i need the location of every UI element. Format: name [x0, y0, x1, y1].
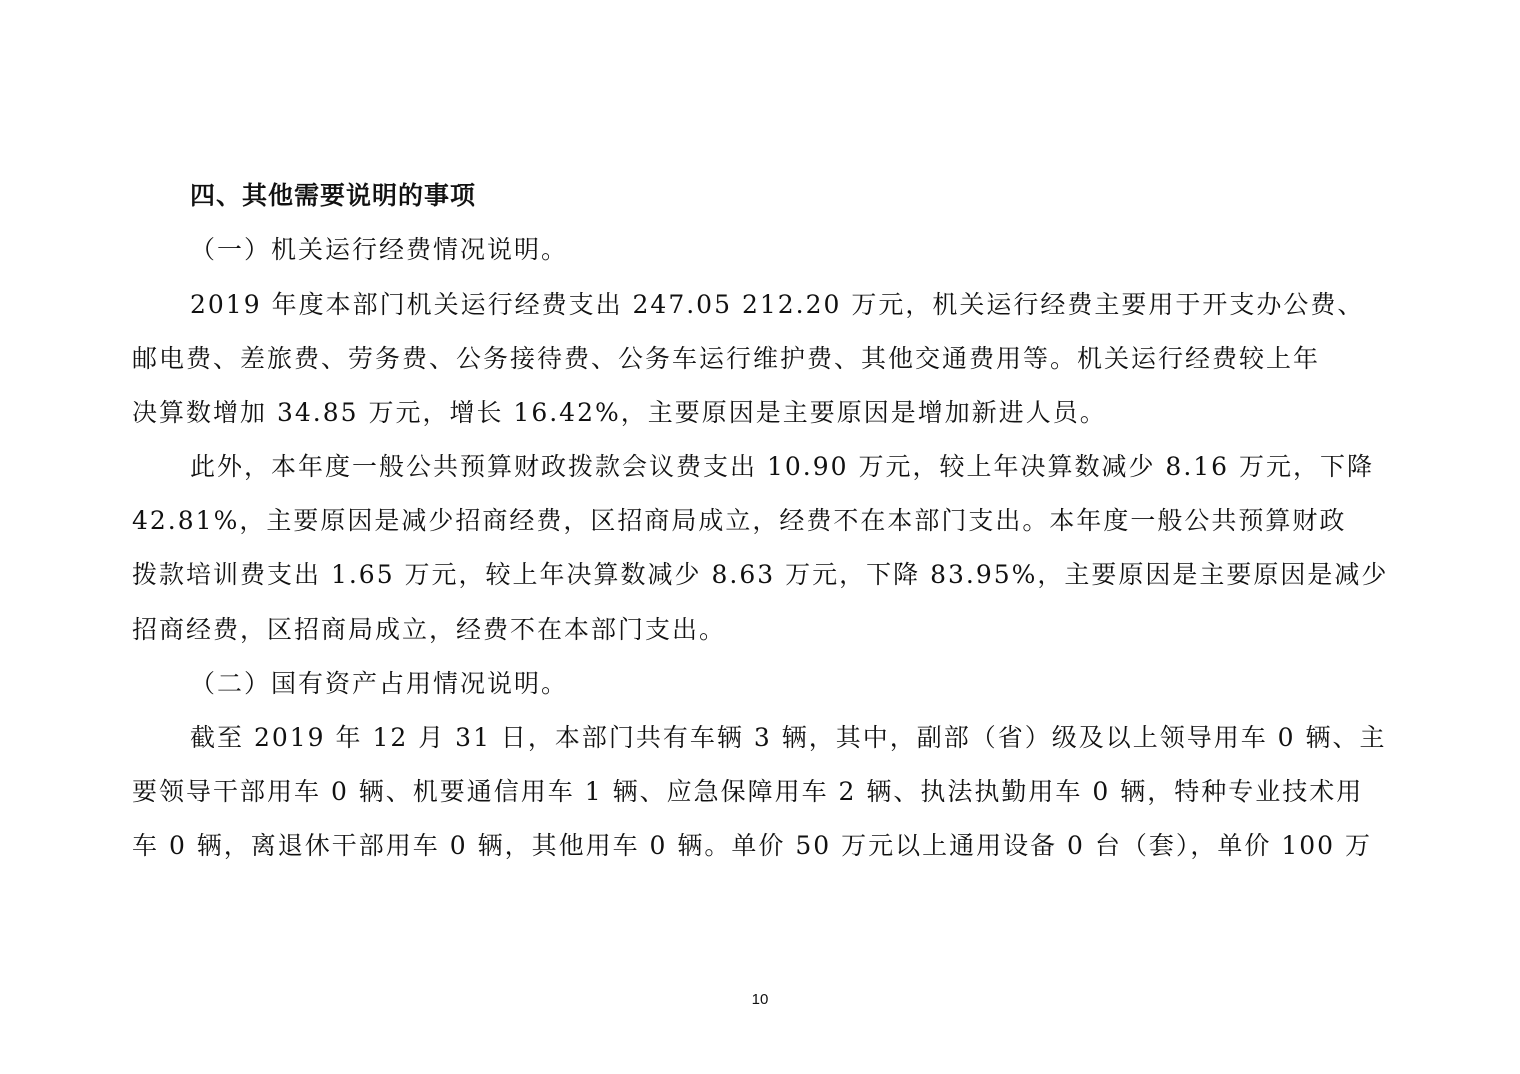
paragraph-line: 邮电费、差旅费、劳务费、公务接待费、公务车运行维护费、其他交通费用等。机关运行经费较上年 — [132, 344, 1321, 373]
paragraph-line: 2019 年度本部门机关运行经费支出 247.05 212.20 万元，机关运行经费主要用于开支办公费、 — [190, 290, 1365, 319]
section-heading: 四、其他需要说明的事项 — [190, 181, 477, 210]
subheading-operating-expenses: （一）机关运行经费情况说明。 — [190, 235, 569, 264]
paragraph-line: 此外，本年度一般公共预算财政拨款会议费支出 10.90 万元，较上年决算数减少 8.16 万元，下降 — [190, 452, 1375, 481]
paragraph-line: 拨款培训费支出 1.65 万元，较上年决算数减少 8.63 万元，下降 83.95%，主要原因是主要原因是减少 — [132, 560, 1389, 589]
paragraph-line: 42.81%，主要原因是减少招商经费，区招商局成立，经费不在本部门支出。本年度一般公共预算财政 — [132, 506, 1347, 535]
paragraph-line: 截至 2019 年 12 月 31 日，本部门共有车辆 3 辆，其中，副部（省）级及以上领导用车 0 辆、主 — [190, 723, 1387, 752]
paragraph-line: 要领导干部用车 0 辆、机要通信用车 1 辆、应急保障用车 2 辆、执法执勤用车 0 辆，特种专业技术用 — [132, 777, 1364, 806]
paragraph-line: 招商经费，区招商局成立，经费不在本部门支出。 — [132, 615, 727, 644]
paragraph-line: 车 0 辆，离退休干部用车 0 辆，其他用车 0 辆。单价 50 万元以上通用设备 0 台（套），单价 100 万 — [132, 831, 1373, 860]
subheading-state-assets: （二）国有资产占用情况说明。 — [190, 669, 569, 698]
paragraph-line: 决算数增加 34.85 万元，增长 16.42%，主要原因是主要原因是增加新进人员。 — [132, 398, 1107, 427]
page-number: 10 — [751, 991, 769, 1008]
